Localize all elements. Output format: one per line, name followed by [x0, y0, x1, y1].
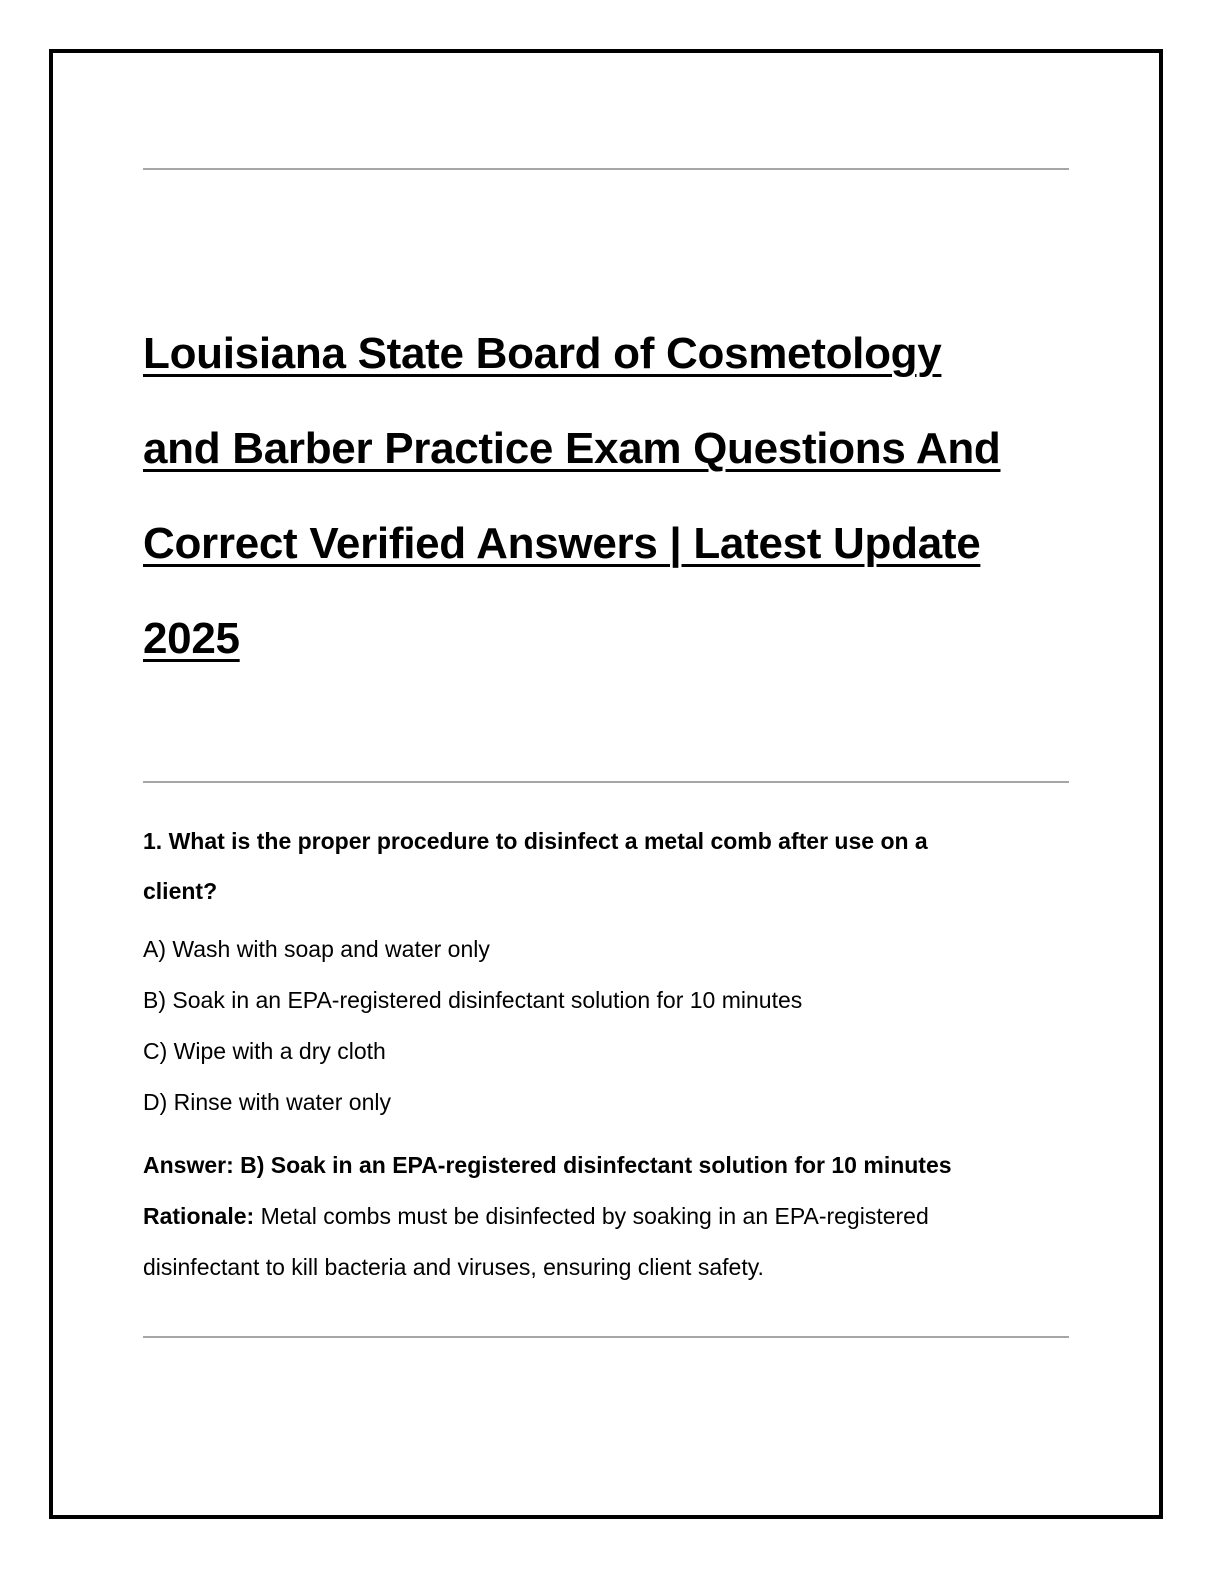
title-line-3: Correct Verified Answers | Latest Update — [143, 519, 981, 568]
question-1-prompt — [143, 816, 1043, 916]
title-line-4: 2025 — [143, 614, 240, 663]
question-prompt-line: client? — [143, 878, 218, 904]
option-b: B) Soak in an EPA-registered disinfectant solution for 10 minutes — [143, 987, 803, 1013]
rationale-line-2: disinfectant to kill bacteria and viruses, ensuring client safety. — [143, 1254, 764, 1280]
option-c: C) Wipe with a dry cloth — [143, 1038, 386, 1064]
title-line-1: Louisiana State Board of Cosmetology — [143, 329, 942, 378]
page-border — [49, 49, 1163, 1519]
option-d: D) Rinse with water only — [143, 1089, 391, 1115]
option-a: A) Wash with soap and water only — [143, 936, 490, 962]
question-1-options — [143, 924, 802, 1128]
question-1-rationale — [143, 1191, 1043, 1293]
divider-top — [143, 168, 1069, 170]
rationale-line-1 — [143, 1191, 1043, 1242]
divider-middle — [143, 781, 1069, 783]
question-1-answer: Answer: B) Soak in an EPA-registered disinfectant solution for 10 minutes — [143, 1152, 952, 1178]
question-prompt-line: 1. What is the proper procedure to disinfect a metal comb after use on a — [143, 828, 928, 854]
document-title — [143, 306, 1083, 686]
title-line-2: and Barber Practice Exam Questions And — [143, 424, 1001, 473]
divider-bottom — [143, 1336, 1069, 1338]
rationale-text: Metal combs must be disinfected by soaking in an EPA-registered — [254, 1203, 929, 1229]
rationale-label: Rationale: — [143, 1203, 255, 1229]
